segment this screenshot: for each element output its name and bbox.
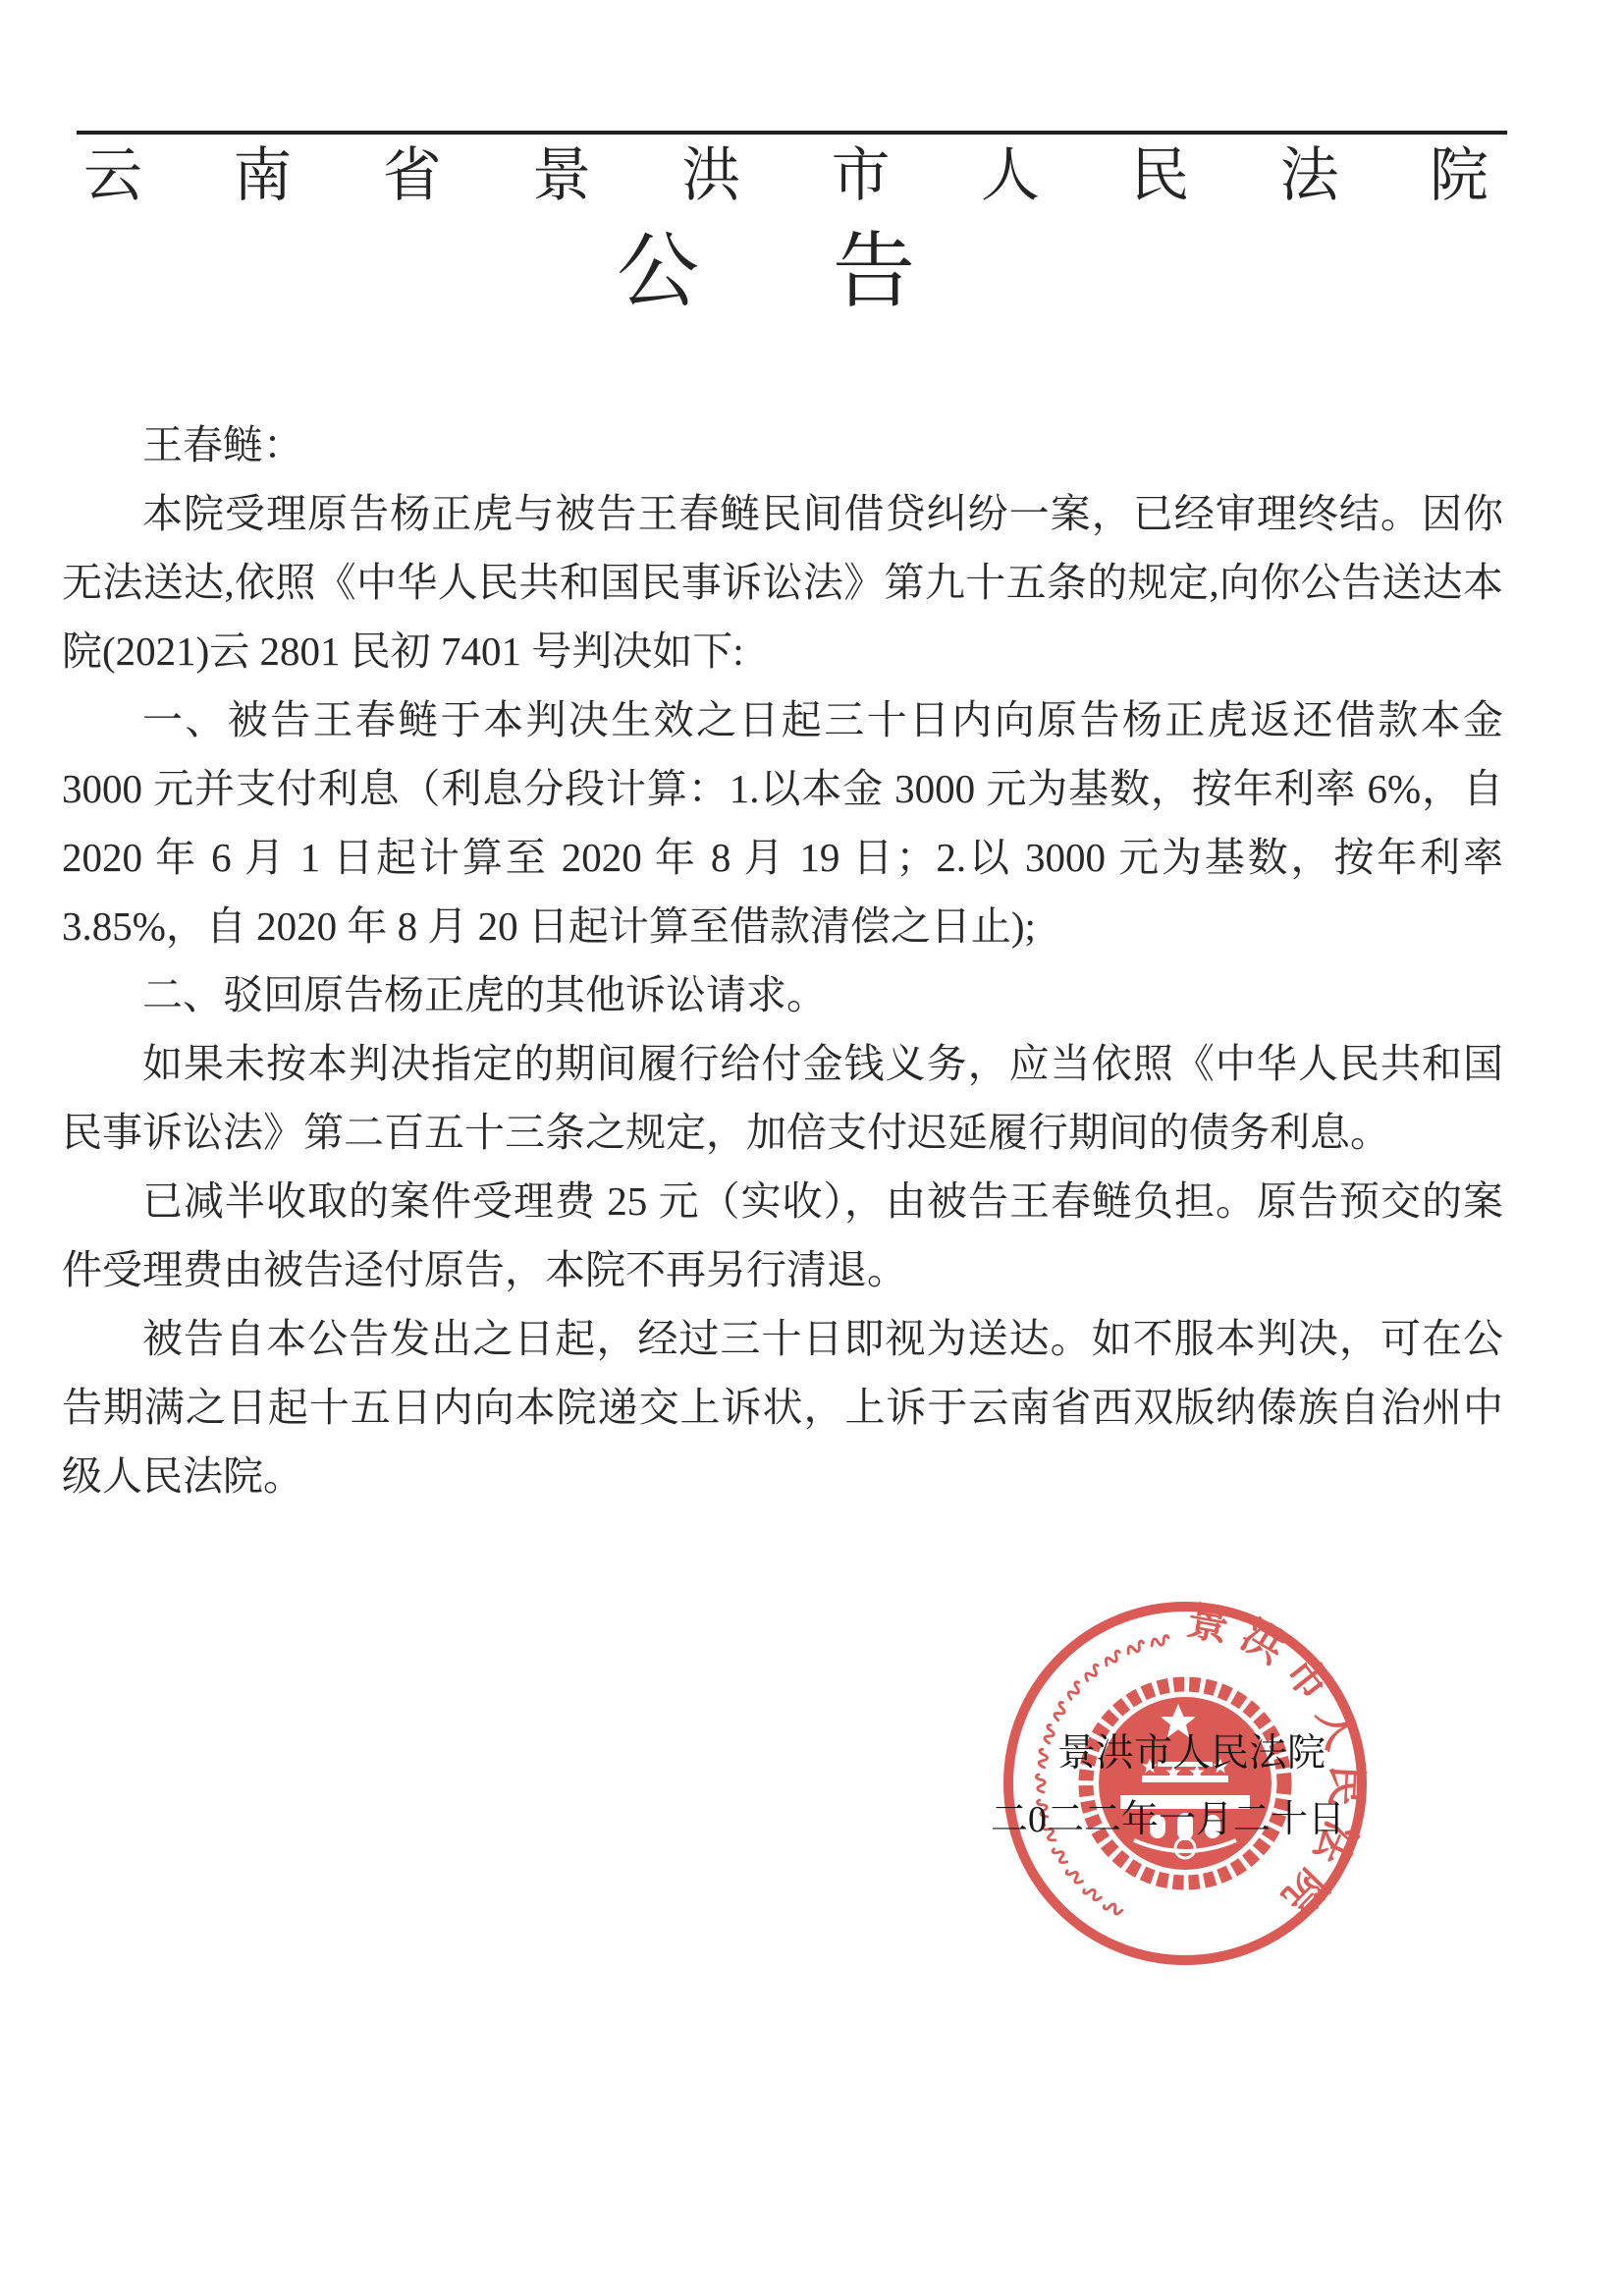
announcement-body [62, 410, 1503, 1510]
header-rule [77, 131, 1507, 135]
paragraph-fees: 已减半收取的案件受理费 25 元（实收），由被告王春鲢负担。原告预交的案件受理费由被告迳付原告，本院不再另行清退。 [62, 1178, 1503, 1292]
notice-title: 公告 [617, 227, 915, 318]
court-seal [994, 1596, 1379, 1981]
paragraph-penalty: 如果未按本判决指定的期间履行给付金钱义务，应当依照《中华人民共和国民事诉讼法》第二百五十三条之规定，加倍支付迟延履行期间的债务利息。 [62, 1041, 1503, 1155]
paragraph-item2: 二、驳回原告杨正虎的其他诉讼请求。 [142, 972, 827, 1017]
seal-court-name: 景洪市人民法院 [1057, 1732, 1326, 1775]
seal-arc-text: 景洪市人民法院 [1183, 1599, 1370, 1931]
paragraph-case: 本院受理原告杨正虎与被告王春鲢民间借贷纠纷一案，已经审理终结。因你无法送达,依照《中华人民共和国民事诉讼法》第九十五条的规定,向你公告送达本院(2021)云 2801 民初 7401 号判决如下: [62, 491, 1503, 674]
paragraph-appeal: 被告自本公告发出之日起，经过三十日即视为送达。如不服本判决，可在公告期满之日起十五日内向本院递交上诉状，上诉于云南省西双版纳傣族自治州中级人民法院。 [62, 1316, 1503, 1499]
seal-date: 二0二二年一月二十日 [991, 1799, 1346, 1840]
paragraph-item1: 一、被告王春鲢于本判决生效之日起三十日内向原告杨正虎返还借款本金 3000 元并支付利息（利息分段计算：1.以本金 3000 元为基数，按年利率 6%，自 2020 年 6 月 1 日起计算至 2020 年 8 月 19 日；2.以 3000 元为基数，按年利率 3.85%，自 2020 年 8 月 20 日起计算至借款清偿之日止); [62, 697, 1503, 949]
national-emblem-icon [1086, 1684, 1284, 1883]
salutation: 王春鲢： [142, 422, 303, 467]
court-header-title: 云南省景洪市人民法院 [83, 143, 1488, 208]
